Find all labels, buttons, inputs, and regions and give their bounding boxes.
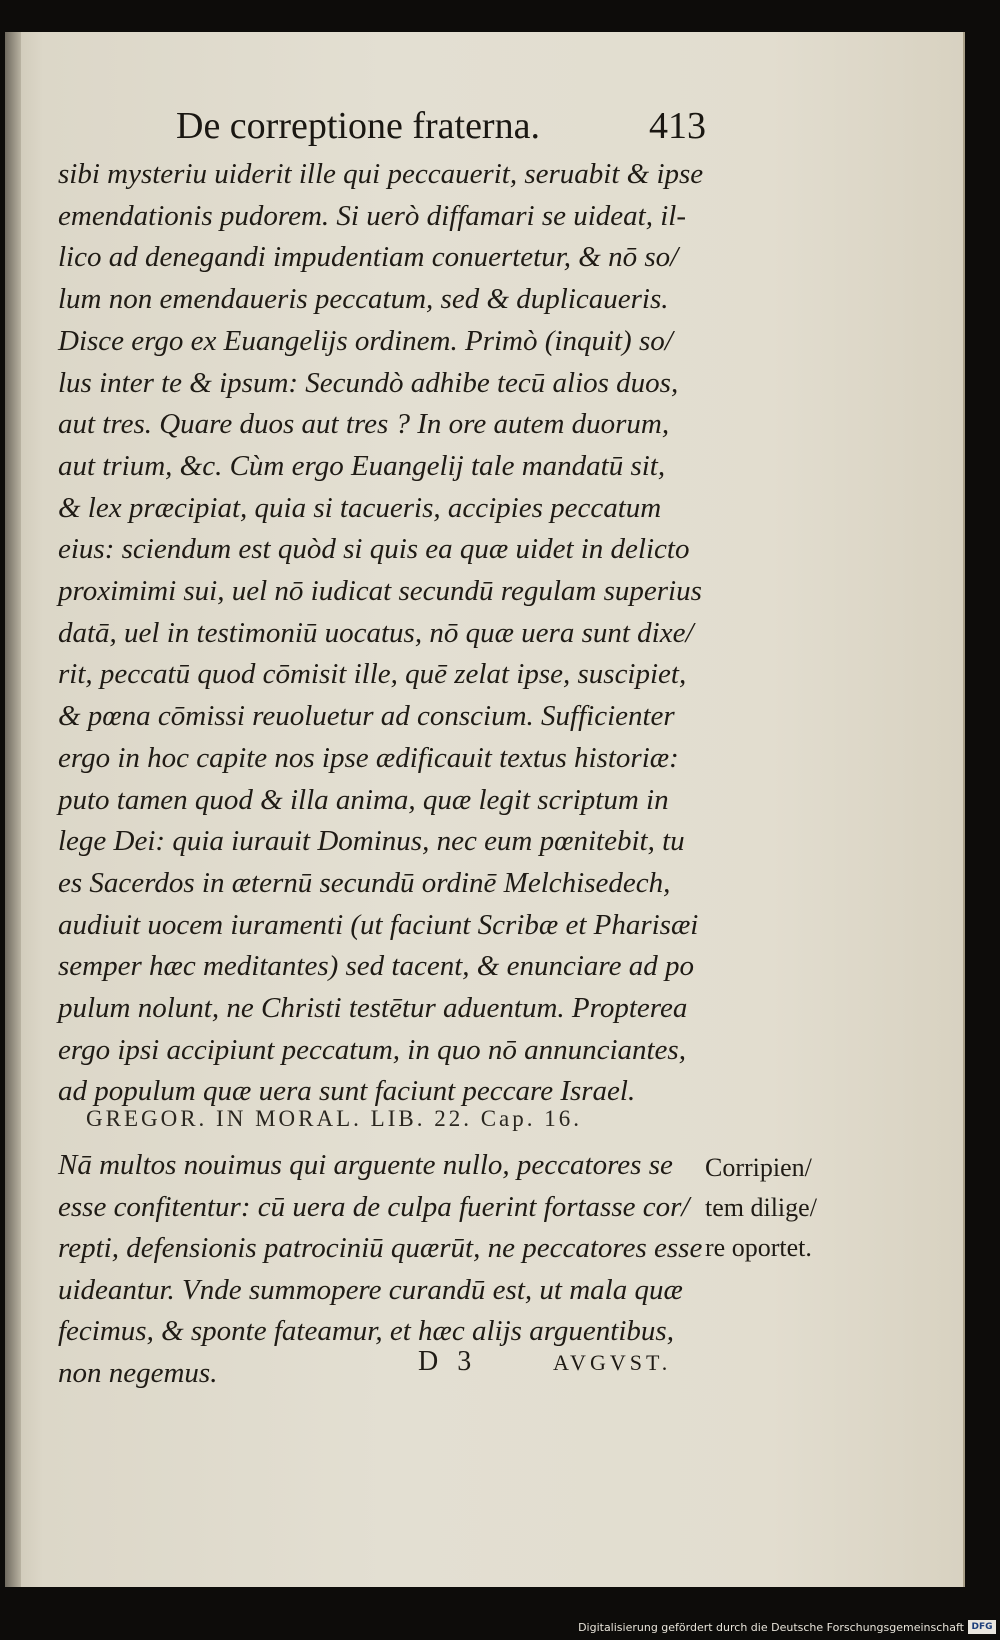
catchword: AVGVST. xyxy=(553,1350,672,1375)
main-text-block xyxy=(58,154,718,1113)
citation-heading: GREGOR. IN MORAL. LIB. 22. Cap. 16. xyxy=(86,1106,582,1131)
signature-mark: D 3 xyxy=(418,1346,478,1377)
dfg-logo-icon: DFG xyxy=(968,1620,996,1634)
page-header xyxy=(170,96,710,156)
text-line: eius: sciendum est quòd si quis ea quæ uidet in delicto xyxy=(58,533,690,566)
text-line: puto tamen quod & illa anima, quæ legit scriptum in xyxy=(58,783,669,816)
marginal-note-line: re oportet. xyxy=(705,1233,812,1262)
running-title: De correptione fraterna. xyxy=(176,105,540,147)
quote-line: esse confitentur: cū uera de culpa fuerint fortasse cor/ xyxy=(58,1190,690,1223)
text-line: aut tres. Quare duos aut tres ? In ore autem duorum, xyxy=(58,408,670,441)
text-line: es Sacerdos in æternū secundū ordinē Melchisedech, xyxy=(58,866,671,899)
text-line: ergo ipsi accipiunt peccatum, in quo nō annunciantes, xyxy=(58,1033,686,1066)
text-line: lus inter te & ipsum: Secundò adhibe tecū alios duos, xyxy=(58,366,679,399)
quote-line: repti, defensionis patrociniū quærūt, ne peccatores esse xyxy=(58,1232,703,1264)
quote-line: Nā multos nouimus qui arguente nullo, peccatores se xyxy=(58,1149,673,1181)
digitization-footer xyxy=(0,1618,1000,1640)
text-line: pulum nolunt, ne Christi testētur aduentum. Propterea xyxy=(58,992,688,1025)
text-line: aut trium, &c. Cùm ergo Euangelij tale mandatū sit, xyxy=(58,449,666,482)
text-line: & pœna cōmissi reuoluetur ad conscium. Sufficienter xyxy=(58,700,675,733)
text-line: semper hæc meditantes) sed tacent, & enunciare ad po xyxy=(58,950,694,983)
marginal-note-line: tem dilige/ xyxy=(705,1193,817,1222)
page-number: 413 xyxy=(649,105,706,147)
text-line: proximimi sui, uel nō iudicat secundū regulam superius xyxy=(58,575,702,608)
text-line: ad populum quæ uera sunt faciunt peccare Israel. xyxy=(58,1075,636,1108)
text-line: rit, peccatū quod cōmisit ille, quē zelat ipse, suscipiet, xyxy=(58,658,687,691)
marginal-note-line: Corripien/ xyxy=(705,1153,812,1182)
text-line: emendationis pudorem. Si uerò diffamari se uideat, il- xyxy=(58,199,687,232)
text-line: lum non emendaueris peccatum, sed & duplicaueris. xyxy=(58,283,669,316)
text-line: audiuit uocem iuramenti (ut faciunt Scribæ et Pharisæi xyxy=(58,908,699,941)
quote-line: uideantur. Vnde summopere curandū est, ut mala quæ xyxy=(58,1273,683,1306)
text-line: sibi mysteriu uiderit ille qui peccauerit, seruabit & ipse xyxy=(58,158,704,190)
page-gutter-shadow xyxy=(5,32,21,1587)
text-line: lico ad denegandi impudentiam conuertetur, & nō so/ xyxy=(58,241,679,274)
funding-credit: Digitalisierung gefördert durch die Deutsche Forschungsgemeinschaft xyxy=(578,1621,964,1634)
text-line: & lex præcipiat, quia si tacueris, accipies peccatum xyxy=(58,491,662,524)
quote-line: non negemus. xyxy=(58,1356,218,1389)
marginal-note xyxy=(705,1148,865,1268)
quote-line: fecimus, & sponte fateamur, et hæc alijs arguentibus, xyxy=(58,1315,674,1347)
text-line: Disce ergo ex Euangelijs ordinem. Primò (inquit) so/ xyxy=(58,324,673,357)
text-line: datā, uel in testimoniū uocatus, nō quæ uera sunt dixe/ xyxy=(58,616,694,649)
text-line: ergo in hoc capite nos ipse ædificauit textus historiæ: xyxy=(58,741,679,774)
text-line: lege Dei: quia iurauit Dominus, nec eum pœnitebit, tu xyxy=(58,825,685,858)
